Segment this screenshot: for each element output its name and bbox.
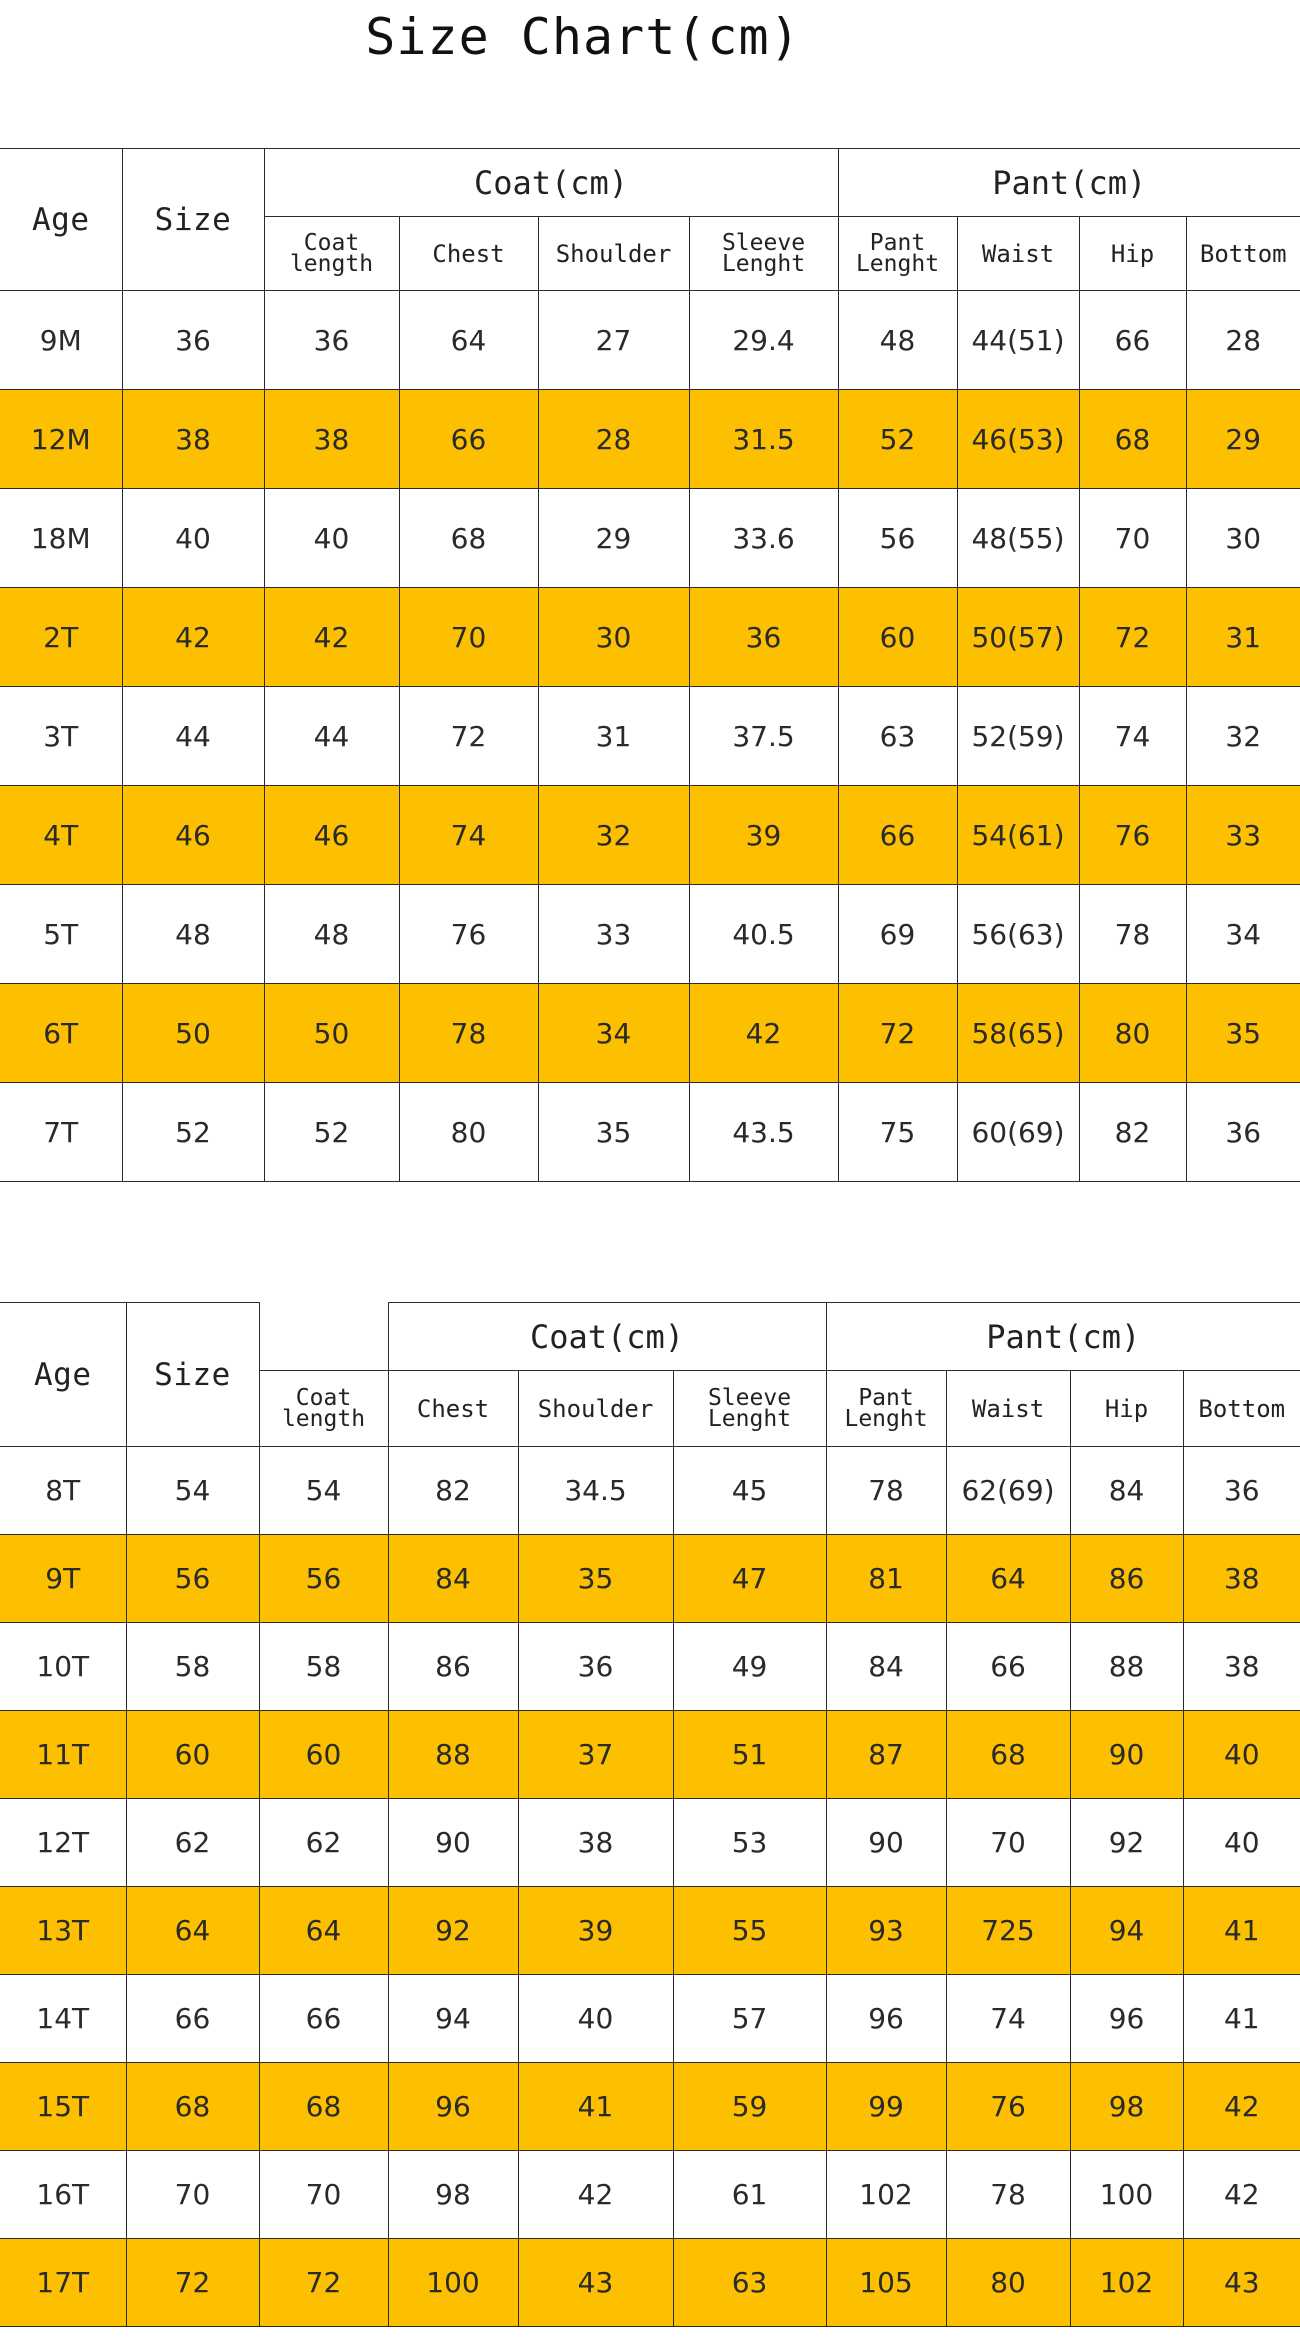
cell-shoulder: 27 <box>538 291 689 390</box>
cell-sleeve-length: 47 <box>673 1535 826 1623</box>
cell-pant-length: 66 <box>838 786 957 885</box>
cell-shoulder: 35 <box>538 1083 689 1182</box>
cell-age: 18M <box>0 489 122 588</box>
cell-waist: 68 <box>946 1711 1070 1799</box>
cell-hip: 78 <box>1079 885 1186 984</box>
table-row <box>0 1623 1300 1711</box>
cell-hip: 96 <box>1070 1975 1183 2063</box>
table-row <box>0 984 1300 1083</box>
cell-pant-length: 69 <box>838 885 957 984</box>
cell-coat-length: 52 <box>264 1083 399 1182</box>
cell-shoulder: 34 <box>538 984 689 1083</box>
cell-shoulder: 34.5 <box>518 1447 673 1535</box>
table-row <box>0 885 1300 984</box>
cell-pant-length: 90 <box>826 1799 946 1887</box>
cell-pant-length: 84 <box>826 1623 946 1711</box>
cell-chest: 74 <box>399 786 538 885</box>
header-bottom: Bottom <box>1183 1371 1300 1447</box>
header-waist: Waist <box>957 217 1079 291</box>
cell-sleeve-length: 45 <box>673 1447 826 1535</box>
cell-coat-length: 72 <box>259 2239 388 2327</box>
cell-bottom: 32 <box>1186 687 1300 786</box>
cell-sleeve-length: 55 <box>673 1887 826 1975</box>
cell-hip: 86 <box>1070 1535 1183 1623</box>
cell-waist: 54(61) <box>957 786 1079 885</box>
table-1-body <box>0 291 1300 1182</box>
cell-hip: 74 <box>1079 687 1186 786</box>
cell-hip: 100 <box>1070 2151 1183 2239</box>
cell-coat-length: 68 <box>259 2063 388 2151</box>
cell-pant-length: 96 <box>826 1975 946 2063</box>
cell-waist: 66 <box>946 1623 1070 1711</box>
header-row-groups <box>0 1303 1300 1371</box>
cell-age: 2T <box>0 588 122 687</box>
cell-pant-length: 60 <box>838 588 957 687</box>
table-row <box>0 2151 1300 2239</box>
table-row <box>0 489 1300 588</box>
cell-age: 10T <box>0 1623 126 1711</box>
cell-hip: 102 <box>1070 2239 1183 2327</box>
cell-chest: 100 <box>388 2239 518 2327</box>
cell-age: 12T <box>0 1799 126 1887</box>
cell-shoulder: 33 <box>538 885 689 984</box>
cell-sleeve-length: 40.5 <box>689 885 838 984</box>
cell-sleeve-length: 39 <box>689 786 838 885</box>
cell-pant-length: 48 <box>838 291 957 390</box>
cell-coat-length: 40 <box>264 489 399 588</box>
cell-coat-length: 60 <box>259 1711 388 1799</box>
header-coat-group: Coat(cm) <box>388 1303 826 1371</box>
cell-coat-length: 66 <box>259 1975 388 2063</box>
cell-sleeve-length: 42 <box>689 984 838 1083</box>
cell-hip: 94 <box>1070 1887 1183 1975</box>
cell-sleeve-length: 29.4 <box>689 291 838 390</box>
table-row <box>0 2063 1300 2151</box>
cell-waist: 46(53) <box>957 390 1079 489</box>
header-chest: Chest <box>388 1371 518 1447</box>
cell-pant-length: 56 <box>838 489 957 588</box>
cell-waist: 62(69) <box>946 1447 1070 1535</box>
cell-bottom: 43 <box>1183 2239 1300 2327</box>
cell-size: 50 <box>122 984 264 1083</box>
table-row <box>0 390 1300 489</box>
cell-coat-length: 46 <box>264 786 399 885</box>
cell-shoulder: 38 <box>518 1799 673 1887</box>
header-size: Size <box>122 149 264 291</box>
cell-hip: 70 <box>1079 489 1186 588</box>
cell-size: 48 <box>122 885 264 984</box>
cell-size: 46 <box>122 786 264 885</box>
cell-size: 52 <box>122 1083 264 1182</box>
cell-size: 72 <box>126 2239 259 2327</box>
cell-shoulder: 35 <box>518 1535 673 1623</box>
cell-sleeve-length: 57 <box>673 1975 826 2063</box>
cell-coat-length: 54 <box>259 1447 388 1535</box>
cell-sleeve-length: 61 <box>673 2151 826 2239</box>
header-pant-length: Pant Lenght <box>826 1371 946 1447</box>
cell-pant-length: 81 <box>826 1535 946 1623</box>
cell-shoulder: 39 <box>518 1887 673 1975</box>
cell-bottom: 33 <box>1186 786 1300 885</box>
cell-chest: 82 <box>388 1447 518 1535</box>
cell-age: 8T <box>0 1447 126 1535</box>
header-hip: Hip <box>1070 1371 1183 1447</box>
table-row <box>0 2239 1300 2327</box>
table-row <box>0 588 1300 687</box>
header-coat-length: Coat length <box>264 217 399 291</box>
header-sleeve-length: Sleeve Lenght <box>689 217 838 291</box>
header-age: Age <box>0 149 122 291</box>
cell-coat-length: 50 <box>264 984 399 1083</box>
cell-size: 64 <box>126 1887 259 1975</box>
table-row <box>0 1083 1300 1182</box>
cell-waist: 44(51) <box>957 291 1079 390</box>
cell-sleeve-length: 43.5 <box>689 1083 838 1182</box>
cell-age: 11T <box>0 1711 126 1799</box>
table-row <box>0 1711 1300 1799</box>
table-2-body <box>0 1447 1300 2327</box>
cell-shoulder: 41 <box>518 2063 673 2151</box>
cell-shoulder: 40 <box>518 1975 673 2063</box>
cell-chest: 94 <box>388 1975 518 2063</box>
cell-coat-length: 36 <box>264 291 399 390</box>
cell-pant-length: 72 <box>838 984 957 1083</box>
cell-bottom: 29 <box>1186 390 1300 489</box>
cell-shoulder: 37 <box>518 1711 673 1799</box>
header-blank <box>259 1303 388 1371</box>
cell-coat-length: 58 <box>259 1623 388 1711</box>
cell-pant-length: 75 <box>838 1083 957 1182</box>
header-sleeve-length: Sleeve Lenght <box>673 1371 826 1447</box>
cell-waist: 56(63) <box>957 885 1079 984</box>
cell-size: 66 <box>126 1975 259 2063</box>
cell-age: 9T <box>0 1535 126 1623</box>
cell-coat-length: 70 <box>259 2151 388 2239</box>
cell-shoulder: 31 <box>538 687 689 786</box>
table-row <box>0 1535 1300 1623</box>
cell-waist: 60(69) <box>957 1083 1079 1182</box>
cell-bottom: 38 <box>1183 1535 1300 1623</box>
cell-age: 16T <box>0 2151 126 2239</box>
cell-hip: 90 <box>1070 1711 1183 1799</box>
cell-shoulder: 29 <box>538 489 689 588</box>
cell-size: 62 <box>126 1799 259 1887</box>
cell-pant-length: 93 <box>826 1887 946 1975</box>
page-title: Size Chart(cm) <box>365 8 801 66</box>
cell-hip: 82 <box>1079 1083 1186 1182</box>
cell-pant-length: 105 <box>826 2239 946 2327</box>
cell-chest: 92 <box>388 1887 518 1975</box>
header-size: Size <box>126 1303 259 1447</box>
cell-bottom: 30 <box>1186 489 1300 588</box>
table-row <box>0 1447 1300 1535</box>
cell-waist: 78 <box>946 2151 1070 2239</box>
cell-chest: 86 <box>388 1623 518 1711</box>
table-row <box>0 291 1300 390</box>
cell-bottom: 42 <box>1183 2151 1300 2239</box>
cell-hip: 92 <box>1070 1799 1183 1887</box>
cell-pant-length: 78 <box>826 1447 946 1535</box>
cell-hip: 80 <box>1079 984 1186 1083</box>
cell-sleeve-length: 59 <box>673 2063 826 2151</box>
cell-size: 36 <box>122 291 264 390</box>
cell-waist: 64 <box>946 1535 1070 1623</box>
cell-age: 14T <box>0 1975 126 2063</box>
cell-bottom: 34 <box>1186 885 1300 984</box>
cell-hip: 84 <box>1070 1447 1183 1535</box>
cell-sleeve-length: 36 <box>689 588 838 687</box>
cell-chest: 72 <box>399 687 538 786</box>
cell-chest: 70 <box>399 588 538 687</box>
cell-hip: 76 <box>1079 786 1186 885</box>
cell-waist: 50(57) <box>957 588 1079 687</box>
header-bottom: Bottom <box>1186 217 1300 291</box>
cell-shoulder: 36 <box>518 1623 673 1711</box>
cell-waist: 80 <box>946 2239 1070 2327</box>
table-row <box>0 1975 1300 2063</box>
cell-chest: 88 <box>388 1711 518 1799</box>
cell-chest: 84 <box>388 1535 518 1623</box>
cell-chest: 98 <box>388 2151 518 2239</box>
cell-chest: 76 <box>399 885 538 984</box>
cell-size: 40 <box>122 489 264 588</box>
cell-chest: 68 <box>399 489 538 588</box>
cell-pant-length: 87 <box>826 1711 946 1799</box>
cell-hip: 66 <box>1079 291 1186 390</box>
cell-waist: 725 <box>946 1887 1070 1975</box>
cell-age: 17T <box>0 2239 126 2327</box>
cell-chest: 80 <box>399 1083 538 1182</box>
cell-bottom: 41 <box>1183 1975 1300 2063</box>
cell-bottom: 40 <box>1183 1711 1300 1799</box>
cell-coat-length: 44 <box>264 687 399 786</box>
cell-bottom: 42 <box>1183 2063 1300 2151</box>
cell-sleeve-length: 37.5 <box>689 687 838 786</box>
cell-bottom: 40 <box>1183 1799 1300 1887</box>
header-pant-length: Pant Lenght <box>838 217 957 291</box>
header-row-groups <box>0 149 1300 217</box>
cell-waist: 48(55) <box>957 489 1079 588</box>
cell-hip: 68 <box>1079 390 1186 489</box>
cell-hip: 88 <box>1070 1623 1183 1711</box>
table-row <box>0 1887 1300 1975</box>
cell-sleeve-length: 51 <box>673 1711 826 1799</box>
cell-size: 38 <box>122 390 264 489</box>
cell-waist: 52(59) <box>957 687 1079 786</box>
cell-pant-length: 52 <box>838 390 957 489</box>
cell-pant-length: 102 <box>826 2151 946 2239</box>
cell-coat-length: 64 <box>259 1887 388 1975</box>
cell-age: 7T <box>0 1083 122 1182</box>
header-shoulder: Shoulder <box>538 217 689 291</box>
header-pant-group: Pant(cm) <box>826 1303 1300 1371</box>
cell-coat-length: 62 <box>259 1799 388 1887</box>
cell-hip: 98 <box>1070 2063 1183 2151</box>
header-pant-group: Pant(cm) <box>838 149 1300 217</box>
cell-waist: 70 <box>946 1799 1070 1887</box>
cell-coat-length: 42 <box>264 588 399 687</box>
header-coat-group: Coat(cm) <box>264 149 838 217</box>
header-coat-length: Coat length <box>259 1371 388 1447</box>
cell-waist: 74 <box>946 1975 1070 2063</box>
cell-shoulder: 43 <box>518 2239 673 2327</box>
header-waist: Waist <box>946 1371 1070 1447</box>
cell-coat-length: 56 <box>259 1535 388 1623</box>
cell-bottom: 28 <box>1186 291 1300 390</box>
cell-age: 3T <box>0 687 122 786</box>
cell-chest: 90 <box>388 1799 518 1887</box>
cell-sleeve-length: 53 <box>673 1799 826 1887</box>
cell-age: 13T <box>0 1887 126 1975</box>
cell-bottom: 36 <box>1186 1083 1300 1182</box>
cell-chest: 96 <box>388 2063 518 2151</box>
cell-size: 56 <box>126 1535 259 1623</box>
cell-shoulder: 28 <box>538 390 689 489</box>
size-chart-table-1 <box>0 148 1300 1182</box>
cell-bottom: 35 <box>1186 984 1300 1083</box>
header-age: Age <box>0 1303 126 1447</box>
cell-chest: 64 <box>399 291 538 390</box>
cell-age: 12M <box>0 390 122 489</box>
cell-shoulder: 42 <box>518 2151 673 2239</box>
cell-coat-length: 48 <box>264 885 399 984</box>
cell-size: 60 <box>126 1711 259 1799</box>
cell-bottom: 38 <box>1183 1623 1300 1711</box>
cell-waist: 58(65) <box>957 984 1079 1083</box>
header-hip: Hip <box>1079 217 1186 291</box>
cell-coat-length: 38 <box>264 390 399 489</box>
cell-size: 70 <box>126 2151 259 2239</box>
cell-shoulder: 30 <box>538 588 689 687</box>
cell-chest: 78 <box>399 984 538 1083</box>
cell-age: 6T <box>0 984 122 1083</box>
cell-bottom: 31 <box>1186 588 1300 687</box>
cell-size: 54 <box>126 1447 259 1535</box>
cell-size: 44 <box>122 687 264 786</box>
table-row <box>0 687 1300 786</box>
cell-waist: 76 <box>946 2063 1070 2151</box>
cell-age: 5T <box>0 885 122 984</box>
cell-shoulder: 32 <box>538 786 689 885</box>
cell-sleeve-length: 33.6 <box>689 489 838 588</box>
cell-age: 9M <box>0 291 122 390</box>
cell-sleeve-length: 63 <box>673 2239 826 2327</box>
cell-pant-length: 63 <box>838 687 957 786</box>
size-chart-table-2 <box>0 1302 1300 2327</box>
table-row <box>0 1799 1300 1887</box>
cell-chest: 66 <box>399 390 538 489</box>
cell-sleeve-length: 31.5 <box>689 390 838 489</box>
cell-age: 4T <box>0 786 122 885</box>
cell-size: 42 <box>122 588 264 687</box>
header-shoulder: Shoulder <box>518 1371 673 1447</box>
table-row <box>0 786 1300 885</box>
header-chest: Chest <box>399 217 538 291</box>
cell-size: 68 <box>126 2063 259 2151</box>
cell-bottom: 41 <box>1183 1887 1300 1975</box>
cell-hip: 72 <box>1079 588 1186 687</box>
cell-size: 58 <box>126 1623 259 1711</box>
cell-age: 15T <box>0 2063 126 2151</box>
cell-sleeve-length: 49 <box>673 1623 826 1711</box>
cell-pant-length: 99 <box>826 2063 946 2151</box>
cell-bottom: 36 <box>1183 1447 1300 1535</box>
